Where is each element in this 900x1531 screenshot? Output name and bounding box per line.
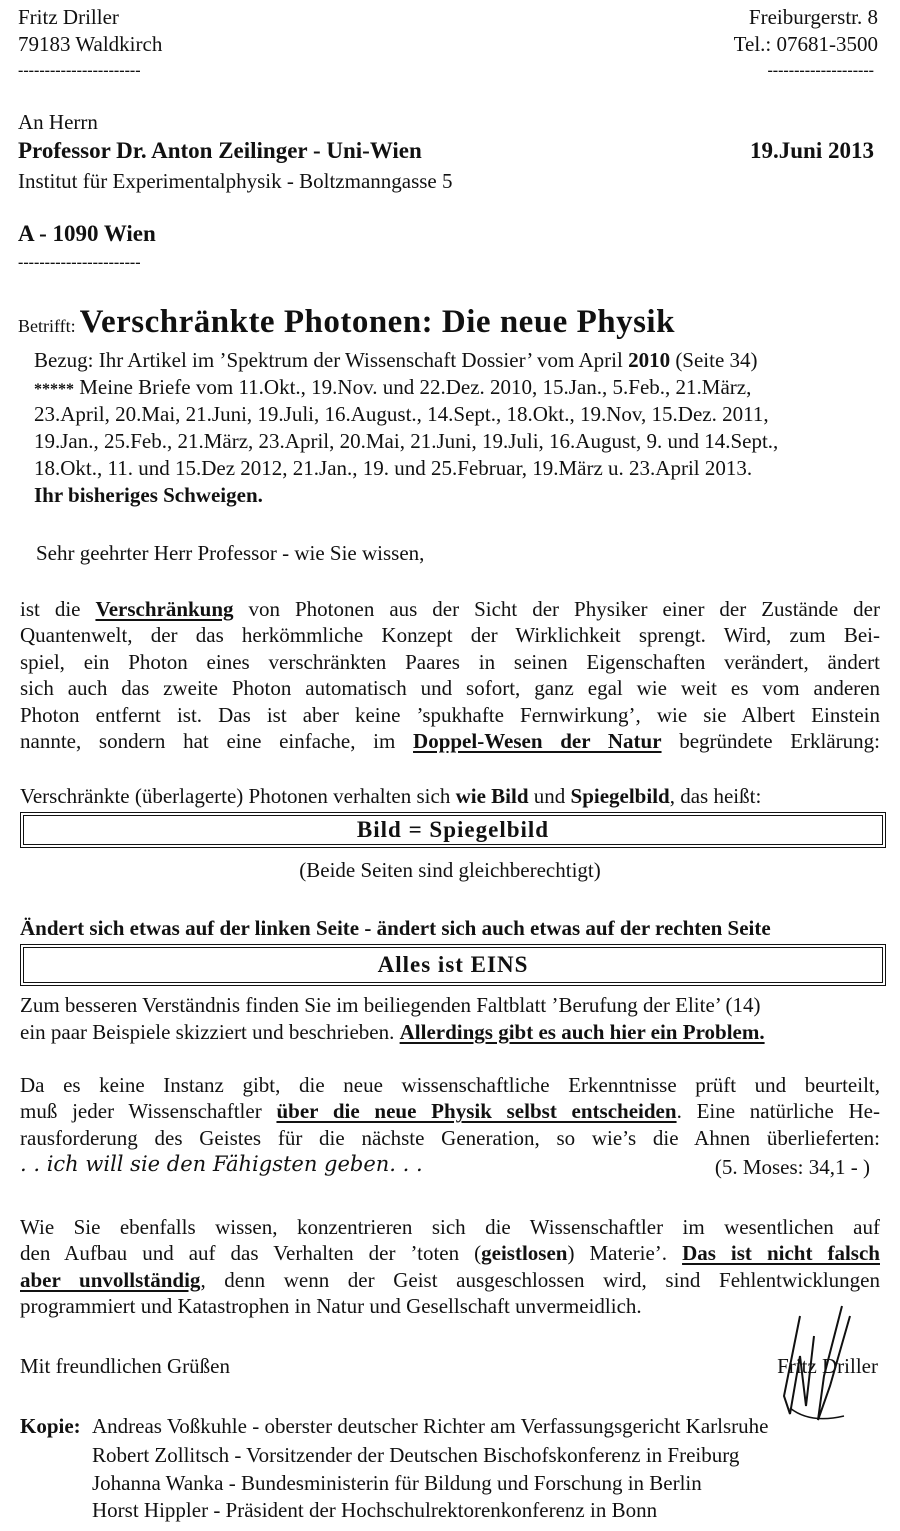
copy-recipient: Robert Zollitsch - Vorsitzender der Deutschen Bischofskonferenz in Freiburg	[92, 1443, 740, 1467]
sender-name: Fritz Driller	[18, 5, 119, 29]
body-paragraph-3: Da es keine Instanz gibt, die neue wissenschaftliche Erkenntnisse prüft und beurteilt, muß jeder Wissenschaftler über die neue Physik selbst entscheiden. Eine natürliche He- rausforderung des Geistes für die nächste Generation, so wie’s die Ahnen überlieferten:	[20, 1073, 880, 1150]
body-paragraph-4: Wie Sie ebenfalls wissen, konzentrieren sich die Wissenschaftler im wesentlichen auf den Aufbau und auf das Verhalten der ’toten (geistlosen) Materie’. Das ist nicht falsch aber unvollständig, denn wenn der Geist ausgeschlossen wird, sind Fehlentwicklungen programmiert und Katastrophen in Natur und Gesellschaft unvermeidlich.	[20, 1215, 880, 1319]
greeting: Sehr geehrter Herr Professor - wie Sie wissen,	[36, 541, 425, 565]
reference-line-3: 23.April, 20.Mai, 21.Juni, 19.Juli, 16.August., 14.Sept., 18.Okt., 19.Nov, 15.Dez. 2011,	[34, 402, 769, 426]
copy-recipient: Horst Hippler - Präsident der Hochschulrektorenkonferenz in Bonn	[92, 1498, 658, 1522]
reference-line-2: ***** Meine Briefe vom 11.Okt., 19.Nov. und 22.Dez. 2010, 15.Jan., 5.Feb., 21.März,	[34, 375, 752, 399]
reference-line-6: Ihr bisheriges Schweigen.	[34, 483, 263, 507]
recipient-institute: Institut für Experimentalphysik - Boltzmanngasse 5	[18, 169, 453, 193]
underlined-unvollstaendig: aber unvollständig	[20, 1267, 201, 1292]
subject-title: Verschränkte Photonen: Die neue Physik	[79, 304, 675, 340]
sender-divider: -----------------------	[18, 62, 141, 79]
change-line: Ändert sich etwas auf der linken Seite - ändert sich auch etwas auf der rechten Seite	[20, 916, 771, 940]
underlined-verschraenkung: Verschränkung	[95, 597, 234, 621]
underlined-neue-physik: über die neue Physik selbst entscheiden	[276, 1099, 677, 1124]
mirror-note: (Beide Seiten sind gleichberechtigt)	[299, 858, 601, 882]
bible-quote: . . ich will sie den Fähigsten geben. . .	[20, 1152, 423, 1176]
reference-line-4: 19.Jan., 25.Feb., 21.März, 23.April, 20.Mai, 21.Juni, 19.Juli, 16.August, 9. und 14.Sept.,	[34, 429, 779, 453]
sender-street: Freiburgerstr. 8	[748, 5, 878, 29]
reference-line-1: Bezug: Ihr Artikel im ’Spektrum der Wissenschaft Dossier’ vom April 2010 (Seite 34)	[34, 348, 758, 372]
body-paragraph-1: ist die Verschränkung von Photonen aus der Sicht der Physiker einer der Zustände der Quantenwelt, der das herkömmliche Konzept der Wirklichkeit sprengt. Wird, zum Bei- spiel, ein Photon eines verschränkten Paares in seinen Eigenschaften verändert, ändert sich auch das zweite Photon automatisch und sofort, ganz egal wie weit es vom anderen Photon entfernt ist. Das ist aber keine ’spukhafte Fernwirkung’, wie sie Albert Einstein nannte, sondern hat eine einfache, im Doppel-Wesen der Natur begründete Erklärung:	[20, 597, 881, 754]
underlined-doppel-wesen: Doppel-Wesen der Natur	[413, 729, 662, 754]
signature-name: Fritz Driller	[777, 1354, 878, 1378]
handwritten-signature	[770, 1296, 880, 1436]
recipient-salutation: An Herrn	[18, 110, 98, 134]
recipient-divider: -----------------------	[18, 254, 141, 271]
reference-line-5: 18.Okt., 11. und 15.Dez 2012, 21.Jan., 19. und 25.Februar, 19.März u. 23.April 2013.	[34, 456, 753, 480]
underlined-problem: Allerdings gibt es auch hier ein Problem.	[399, 1020, 765, 1044]
copy-recipient: Johanna Wanka - Bundesministerin für Bildung und Forschung in Berlin	[92, 1471, 702, 1495]
boxed-bild-spiegelbild: Bild = Spiegelbild	[20, 812, 886, 848]
sender-phone: Tel.: 07681-3500	[733, 32, 878, 56]
subject-label: Betrifft:	[18, 316, 76, 336]
mirror-line: Verschränkte (überlagerte) Photonen verhalten sich wie Bild und Spiegelbild, das heißt:	[20, 784, 762, 808]
underlined-nicht-falsch: Das ist nicht falsch	[682, 1241, 880, 1266]
copies-label: Kopie:	[20, 1414, 81, 1438]
sender-city: 79183 Waldkirch	[18, 32, 163, 56]
body-paragraph-2-line-2: ein paar Beispiele skizziert und beschrieben. Allerdings gibt es auch hier ein Problem.	[20, 1020, 765, 1044]
recipient-city: A - 1090 Wien	[18, 221, 156, 246]
body-paragraph-2-line-1: Zum besseren Verständnis finden Sie im beiliegenden Faltblatt ’Berufung der Elite’ (14)	[20, 993, 761, 1017]
letter-date: 19.Juni 2013	[750, 138, 874, 163]
recipient-name: Professor Dr. Anton Zeilinger - Uni-Wien	[18, 138, 422, 163]
sender-divider-right: --------------------	[767, 62, 874, 79]
subject-line	[18, 300, 675, 350]
copy-recipient: Andreas Voßkuhle - oberster deutscher Richter am Verfassungsgericht Karlsruhe	[92, 1414, 769, 1438]
bible-reference: (5. Moses: 34,1 - )	[714, 1155, 870, 1179]
boxed-alles-ist-eins: Alles ist EINS	[20, 944, 886, 986]
closing: Mit freundlichen Grüßen	[20, 1354, 230, 1378]
stars-marker: *****	[34, 381, 74, 398]
